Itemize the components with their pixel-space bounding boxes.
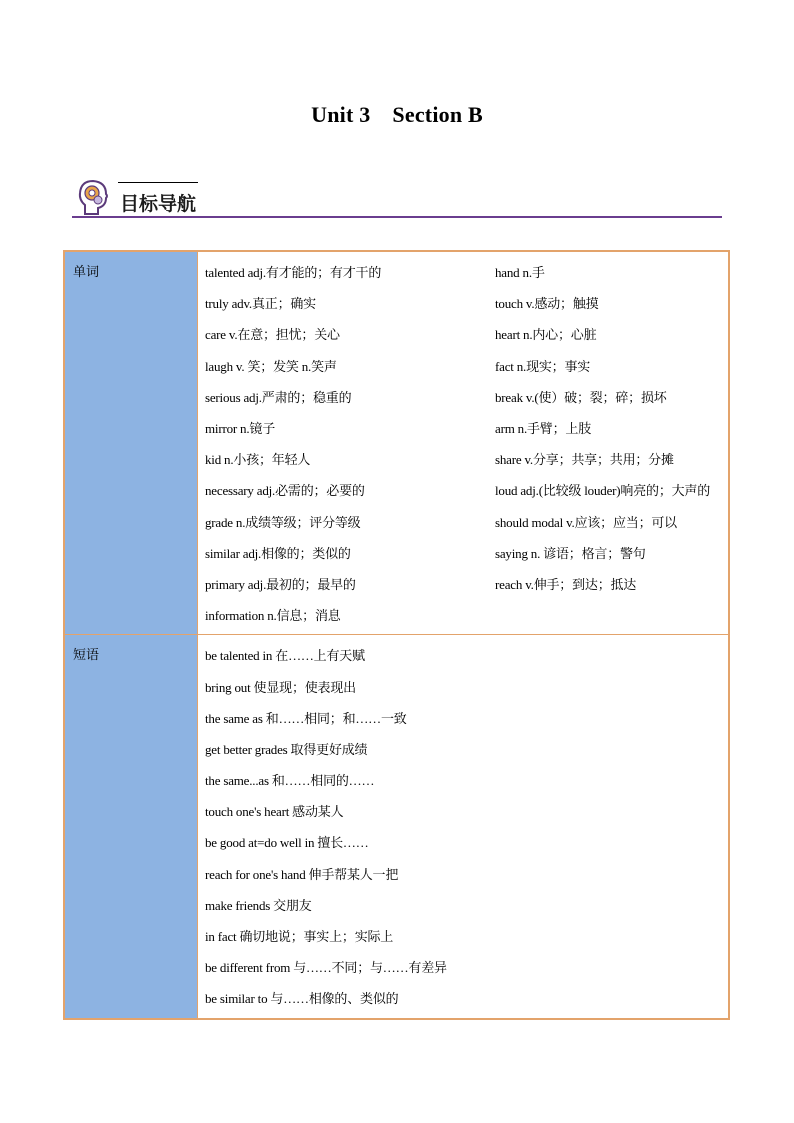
word-entry-left: kid n.小孩；年轻人 bbox=[205, 452, 311, 468]
phrase-entry: get better grades 取得更好成绩 bbox=[205, 741, 368, 757]
word-entry-left: information n.信息；消息 bbox=[205, 608, 341, 624]
word-entry-left: talented adj.有才能的；有才干的 bbox=[205, 265, 382, 281]
word-line bbox=[205, 443, 728, 474]
word-line bbox=[205, 412, 728, 443]
vocabulary-table bbox=[63, 250, 730, 1020]
word-line bbox=[205, 350, 728, 381]
word-entry-left: grade n.成绩等级；评分等级 bbox=[205, 514, 361, 530]
word-entry-right: share v.分享；共享；共用；分摊 bbox=[495, 452, 674, 468]
word-entry-left: mirror n.镜子 bbox=[205, 421, 276, 437]
word-entry-right: break v.(使）破；裂；碎；损坏 bbox=[495, 389, 667, 405]
word-entry-right: loud adj.(比较级 louder)响亮的；大声的 bbox=[495, 483, 711, 499]
word-entry-right: should modal v.应该；应当；可以 bbox=[495, 514, 677, 530]
section-title: 目标导航 bbox=[120, 193, 197, 215]
word-entry-right: reach v.伸手；到达；抵达 bbox=[495, 576, 637, 592]
word-line bbox=[205, 256, 728, 287]
word-entry-left: laugh v. 笑；发笑 n.笑声 bbox=[205, 358, 337, 374]
phrase-entry: be talented in 在……上有天赋 bbox=[205, 648, 365, 664]
phrase-entry: in fact 确切地说；事实上；实际上 bbox=[205, 929, 394, 945]
phrase-entry: the same as 和……相同；和……一致 bbox=[205, 710, 407, 726]
title-unit: Unit 3 bbox=[311, 102, 371, 127]
words-label: 单词 bbox=[65, 252, 198, 634]
section-header bbox=[72, 176, 722, 220]
word-line bbox=[205, 599, 728, 630]
header-divider bbox=[72, 216, 722, 218]
word-line bbox=[205, 506, 728, 537]
word-line bbox=[205, 318, 728, 349]
phrase-entry: make friends 交朋友 bbox=[205, 897, 312, 913]
word-entry-left: truly adv.真正；确实 bbox=[205, 296, 316, 312]
word-entry-left: serious adj.严肃的；稳重的 bbox=[205, 389, 352, 405]
head-gears-icon bbox=[76, 178, 110, 216]
word-entry-left: primary adj.最初的；最早的 bbox=[205, 576, 356, 592]
page-title bbox=[0, 102, 794, 128]
word-entry-right: hand n.手 bbox=[495, 265, 545, 281]
word-entry-right: arm n.手臂；上肢 bbox=[495, 421, 592, 437]
phrases-list bbox=[198, 635, 728, 1017]
word-entry-left: care v.在意；担忧；关心 bbox=[205, 327, 340, 343]
phrase-entry: reach for one's hand 伸手帮某人一把 bbox=[205, 866, 399, 882]
phrases-row bbox=[65, 634, 728, 1017]
phrase-entry: be different from 与……不同；与……有差异 bbox=[205, 960, 447, 976]
word-entry-right: touch v.感动；触摸 bbox=[495, 296, 599, 312]
word-entry-right: saying n. 谚语；格言；警句 bbox=[495, 545, 646, 561]
word-entry-left: similar adj.相像的；类似的 bbox=[205, 545, 351, 561]
word-line bbox=[205, 537, 728, 568]
word-line bbox=[205, 474, 728, 505]
words-list bbox=[198, 252, 728, 634]
phrases-label: 短语 bbox=[65, 635, 198, 1017]
phrase-entry: bring out 使显现；使表现出 bbox=[205, 679, 356, 695]
phrase-entry: touch one's heart 感动某人 bbox=[205, 804, 344, 820]
word-line bbox=[205, 381, 728, 412]
word-entry-right: heart n.内心；心脏 bbox=[495, 327, 597, 343]
phrase-entry: the same...as 和……相同的…… bbox=[205, 773, 375, 789]
words-row bbox=[65, 252, 728, 634]
header-top-rule bbox=[118, 182, 198, 183]
phrase-entry: be similar to 与……相像的、类似的 bbox=[205, 991, 399, 1007]
word-line bbox=[205, 568, 728, 599]
word-entry-left: necessary adj.必需的；必要的 bbox=[205, 483, 365, 499]
title-section: Section B bbox=[392, 102, 483, 127]
word-entry-right: fact n.现实；事实 bbox=[495, 358, 591, 374]
phrase-entry: be good at=do well in 擅长…… bbox=[205, 835, 369, 851]
word-line bbox=[205, 287, 728, 318]
